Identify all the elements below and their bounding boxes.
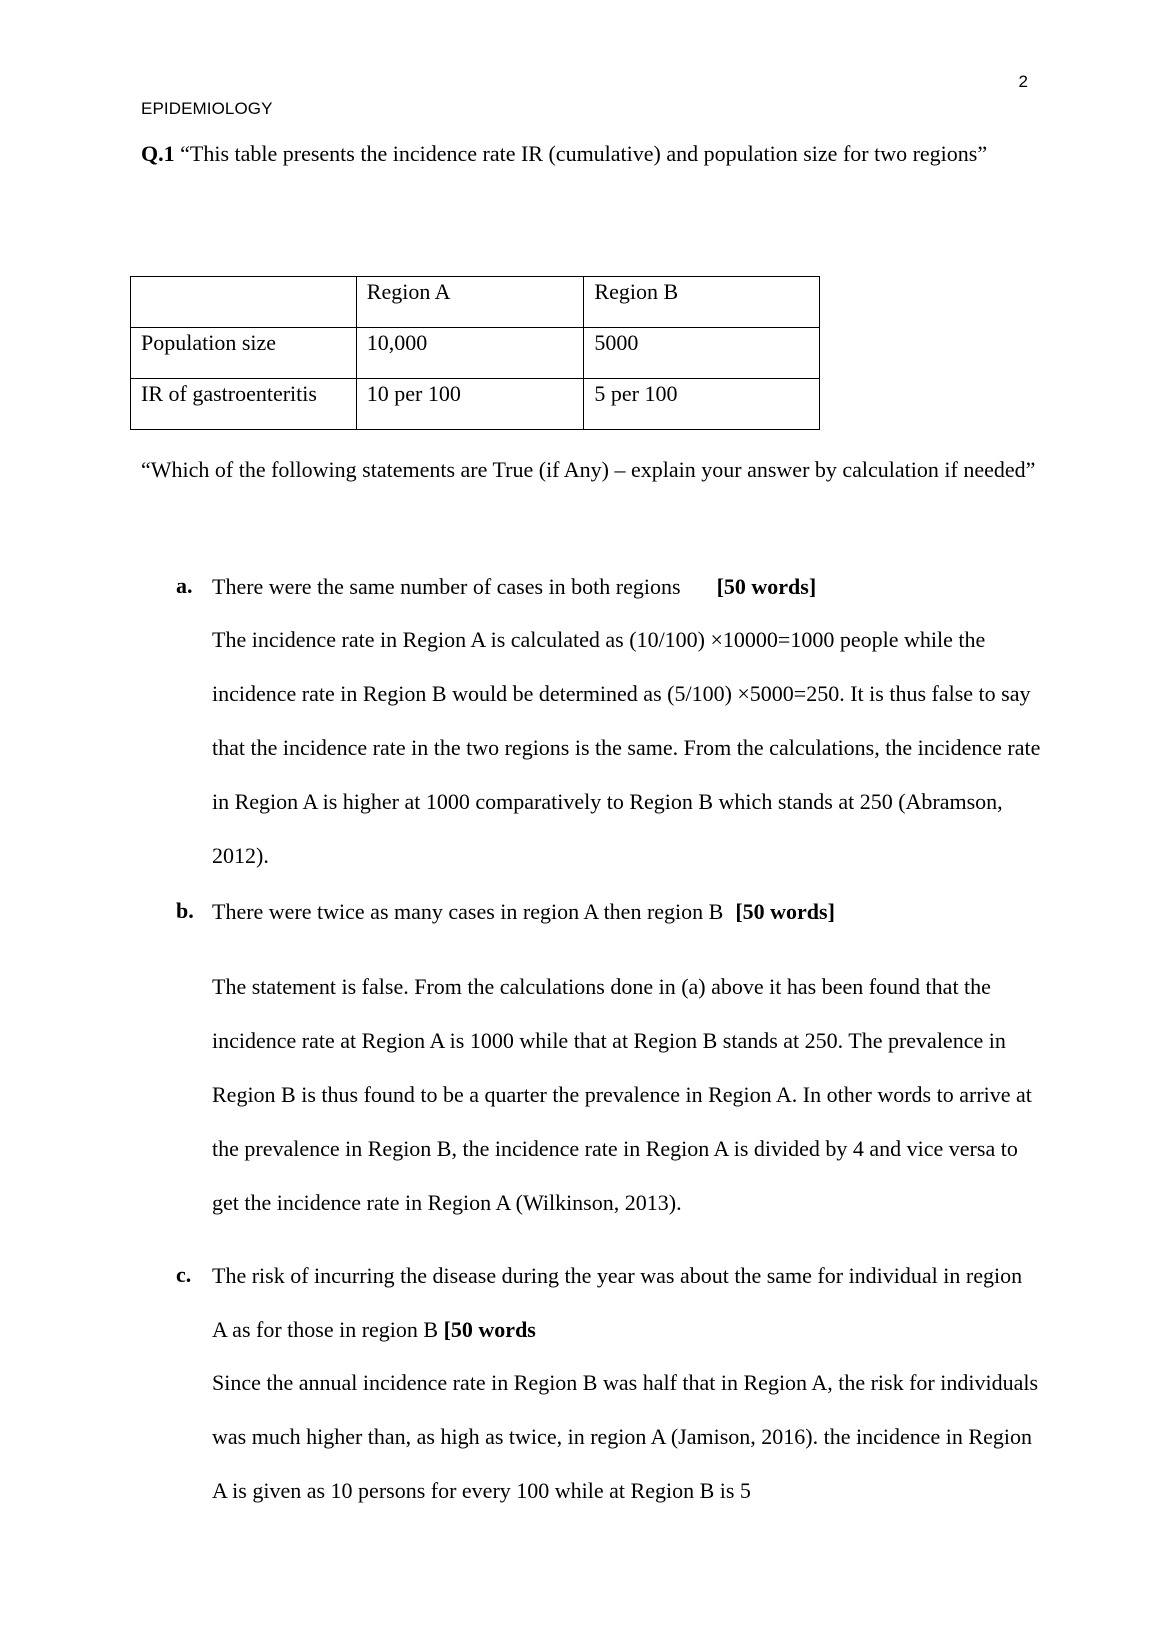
item-label: c. bbox=[176, 1262, 192, 1287]
table-header-cell: Region B bbox=[584, 277, 820, 328]
table-header-row bbox=[131, 277, 820, 328]
table-cell: IR of gastroenteritis bbox=[131, 379, 357, 430]
word-limit: [50 words] bbox=[716, 574, 817, 599]
table-row bbox=[131, 328, 820, 379]
item-label: a. bbox=[176, 573, 193, 598]
item-statement bbox=[212, 1249, 1032, 1357]
item-statement bbox=[212, 885, 1032, 939]
question-text: “This table presents the incidence rate IR (cumulative) and population size for two regions” bbox=[174, 141, 988, 166]
item-statement-text: The risk of incurring the disease during the year was about the same for individual in region A as for those in region B bbox=[212, 1263, 1023, 1342]
table-cell: Population size bbox=[131, 328, 357, 379]
data-table bbox=[130, 276, 820, 430]
table-header-cell: Region A bbox=[356, 277, 584, 328]
prompt-text: “Which of the following statements are True (if Any) – explain your answer by calculation if needed” bbox=[141, 457, 1036, 482]
table-cell: 5000 bbox=[584, 328, 820, 379]
running-head: EPIDEMIOLOGY bbox=[141, 99, 273, 118]
table-cell: 5 per 100 bbox=[584, 379, 820, 430]
table-header-cell bbox=[131, 277, 357, 328]
table-cell: 10 per 100 bbox=[356, 379, 584, 430]
question-label: Q.1 bbox=[141, 141, 175, 166]
question-heading bbox=[141, 138, 1021, 170]
answer-paragraph: The statement is false. From the calculations done in (a) above it has been found that the incidence rate at Region A is 1000 while that at Region B stands at 250. The prevalence in Region B is thus found to be a quarter the prevalence in Region A. In other words to arrive at the prevalence in Region B, the incidence rate in Region A is divided by 4 and vice versa to get the incidence rate in Region A (Wilkinson, 2013). bbox=[212, 974, 1032, 1215]
page-number: 2 bbox=[1018, 72, 1028, 91]
item-statement-text: There were the same number of cases in both regions bbox=[212, 574, 681, 599]
word-limit: [50 words bbox=[443, 1317, 536, 1342]
item-statement-text: There were twice as many cases in region A then region B bbox=[212, 899, 724, 924]
table-row bbox=[131, 379, 820, 430]
word-limit: [50 words] bbox=[735, 899, 835, 924]
table-cell: 10,000 bbox=[356, 328, 584, 379]
answer-paragraph: Since the annual incidence rate in Region B was half that in Region A, the risk for individuals was much higher than, as high as twice, in region A (Jamison, 2016). the incidence in Region A is given as 10 persons for every 100 while at Region B is 5 bbox=[212, 1370, 1039, 1503]
item-statement bbox=[212, 560, 1032, 614]
answer-paragraph: The incidence rate in Region A is calculated as (10/100) ×10000=1000 people while the incidence rate in Region B would be determined as (5/100) ×5000=250. It is thus false to say that the incidence rate in the two regions is the same. From the calculations, the incidence rate in Region A is higher at 1000 comparatively to Region B which stands at 250 (Abramson, 2012). bbox=[212, 627, 1041, 868]
item-label: b. bbox=[176, 898, 194, 923]
